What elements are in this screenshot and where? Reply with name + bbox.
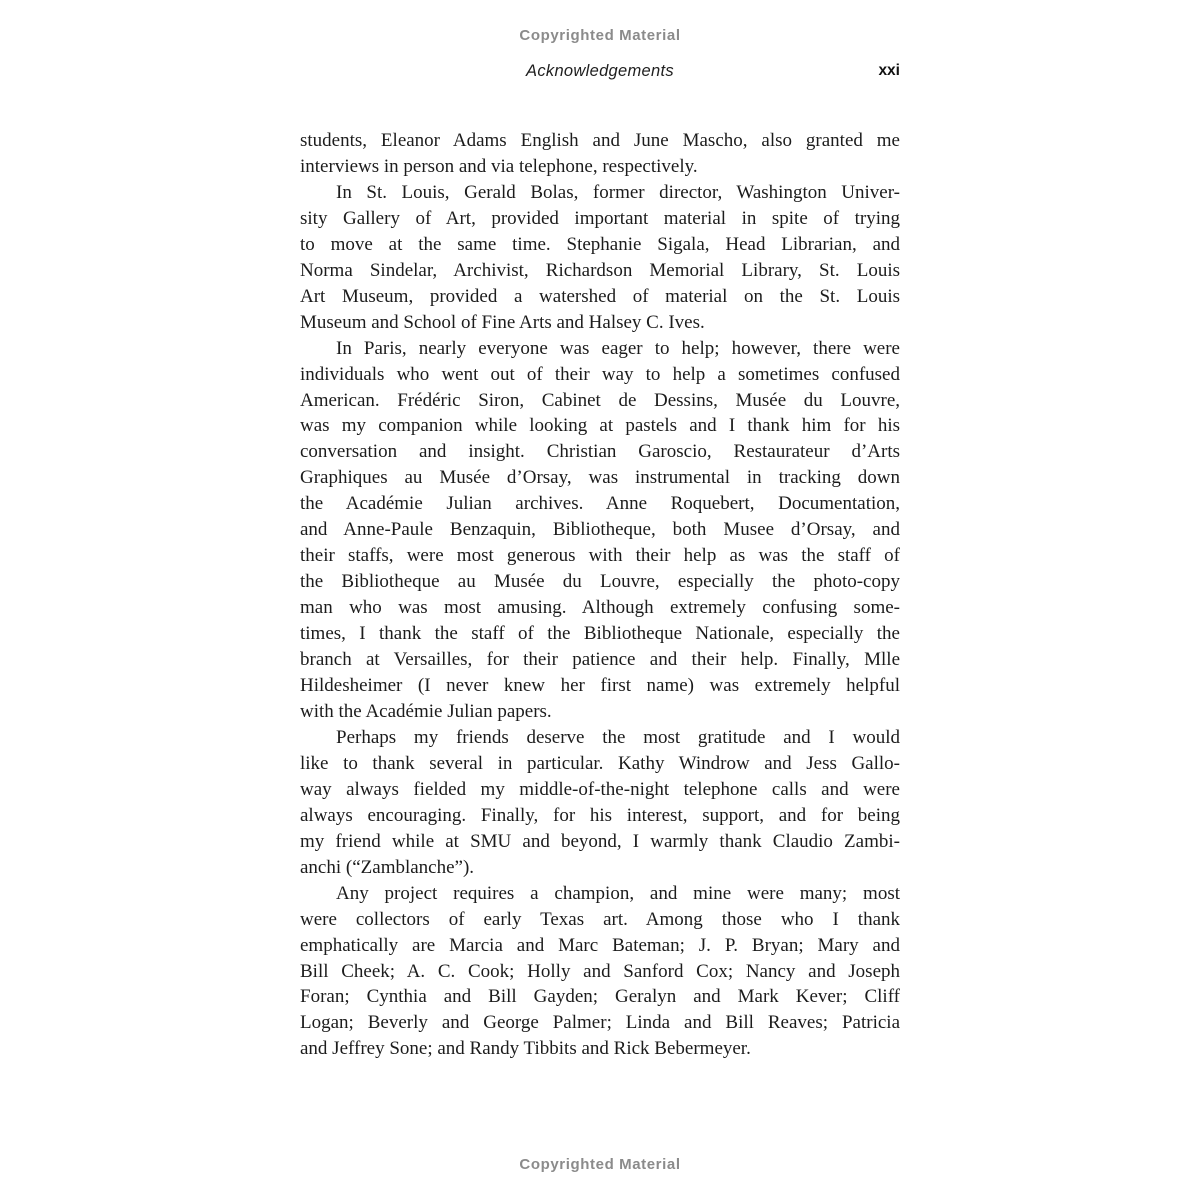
body-line: Norma Sindelar, Archivist, Richardson Memorial Library, St. Louis: [300, 259, 900, 281]
body-line: Logan; Beverly and George Palmer; Linda and Bill Reaves; Patricia: [300, 1012, 900, 1034]
body-line: interviews in person and via telephone, respectively.: [300, 155, 698, 177]
body-line: Graphiques au Musée d’Orsay, was instrumental in tracking down: [300, 467, 900, 489]
body-line: anchi (“Zamblanche”).: [300, 856, 475, 878]
page-number: xxi: [878, 62, 900, 79]
body-line: American. Frédéric Siron, Cabinet de Dessins, Musée du Louvre,: [300, 389, 900, 411]
body-line: the Bibliotheque au Musée du Louvre, especially the photo-copy: [300, 571, 900, 593]
body-line: Foran; Cynthia and Bill Gayden; Geralyn and Mark Kever; Cliff: [300, 986, 900, 1008]
body-line: sity Gallery of Art, provided important material in spite of trying: [300, 207, 900, 229]
body-line: their staffs, were most generous with their help as was the staff of: [300, 545, 900, 567]
copyright-notice-top: Copyrighted Material: [519, 27, 681, 44]
running-head: Acknowledgements: [526, 62, 674, 80]
body-line: Art Museum, provided a watershed of material on the St. Louis: [300, 285, 900, 307]
paragraph: [300, 881, 900, 1063]
paragraph: [300, 128, 900, 180]
body-line: In Paris, nearly everyone was eager to help; however, there were: [336, 337, 900, 359]
paragraph: [300, 180, 900, 336]
body-line: individuals who went out of their way to help a sometimes confused: [300, 363, 900, 385]
body-line: to move at the same time. Stephanie Sigala, Head Librarian, and: [300, 233, 900, 255]
body-line: with the Académie Julian papers.: [300, 700, 552, 722]
paragraph: [300, 725, 900, 881]
body-line: were collectors of early Texas art. Among those who I thank: [300, 908, 900, 930]
body-line: my friend while at SMU and beyond, I warmly thank Claudio Zambi-: [300, 830, 900, 852]
body-line: Any project requires a champion, and mine were many; most: [336, 882, 900, 904]
body-line: like to thank several in particular. Kathy Windrow and Jess Gallo-: [300, 752, 900, 774]
body-line: emphatically are Marcia and Marc Bateman; J. P. Bryan; Mary and: [300, 934, 900, 956]
body-line: branch at Versailles, for their patience and their help. Finally, Mlle: [300, 649, 900, 671]
body-line: students, Eleanor Adams English and June Mascho, also granted me: [300, 130, 900, 151]
body-line: and Anne-Paule Benzaquin, Bibliotheque, both Musee d’Orsay, and: [300, 519, 900, 541]
body-line: and Jeffrey Sone; and Randy Tibbits and Rick Bebermeyer.: [300, 1038, 751, 1060]
body-line: was my companion while looking at pastels and I thank him for his: [300, 415, 900, 437]
body-line: Museum and School of Fine Arts and Halsey C. Ives.: [300, 311, 705, 333]
text-block: [300, 128, 900, 1062]
body-line: Hildesheimer (I never knew her first name) was extremely helpful: [300, 675, 900, 697]
body-line: conversation and insight. Christian Garoscio, Restaurateur d’Arts: [300, 441, 900, 463]
body-line: always encouraging. Finally, for his interest, support, and for being: [300, 804, 900, 826]
body-line: Bill Cheek; A. C. Cook; Holly and Sanford Cox; Nancy and Joseph: [300, 960, 900, 982]
body-line: way always fielded my middle-of-the-night telephone calls and were: [300, 778, 900, 800]
body-line: Perhaps my friends deserve the most gratitude and I would: [336, 726, 900, 748]
body-line: times, I thank the staff of the Bibliotheque Nationale, especially the: [300, 623, 900, 645]
body-line: In St. Louis, Gerald Bolas, former director, Washington Univer-: [336, 181, 900, 203]
body-line: the Académie Julian archives. Anne Roquebert, Documentation,: [300, 493, 900, 515]
body-line: man who was most amusing. Although extremely confusing some-: [300, 597, 900, 619]
copyright-notice-bottom: Copyrighted Material: [519, 1156, 681, 1173]
page-header: [300, 62, 900, 86]
paragraph: [300, 336, 900, 725]
